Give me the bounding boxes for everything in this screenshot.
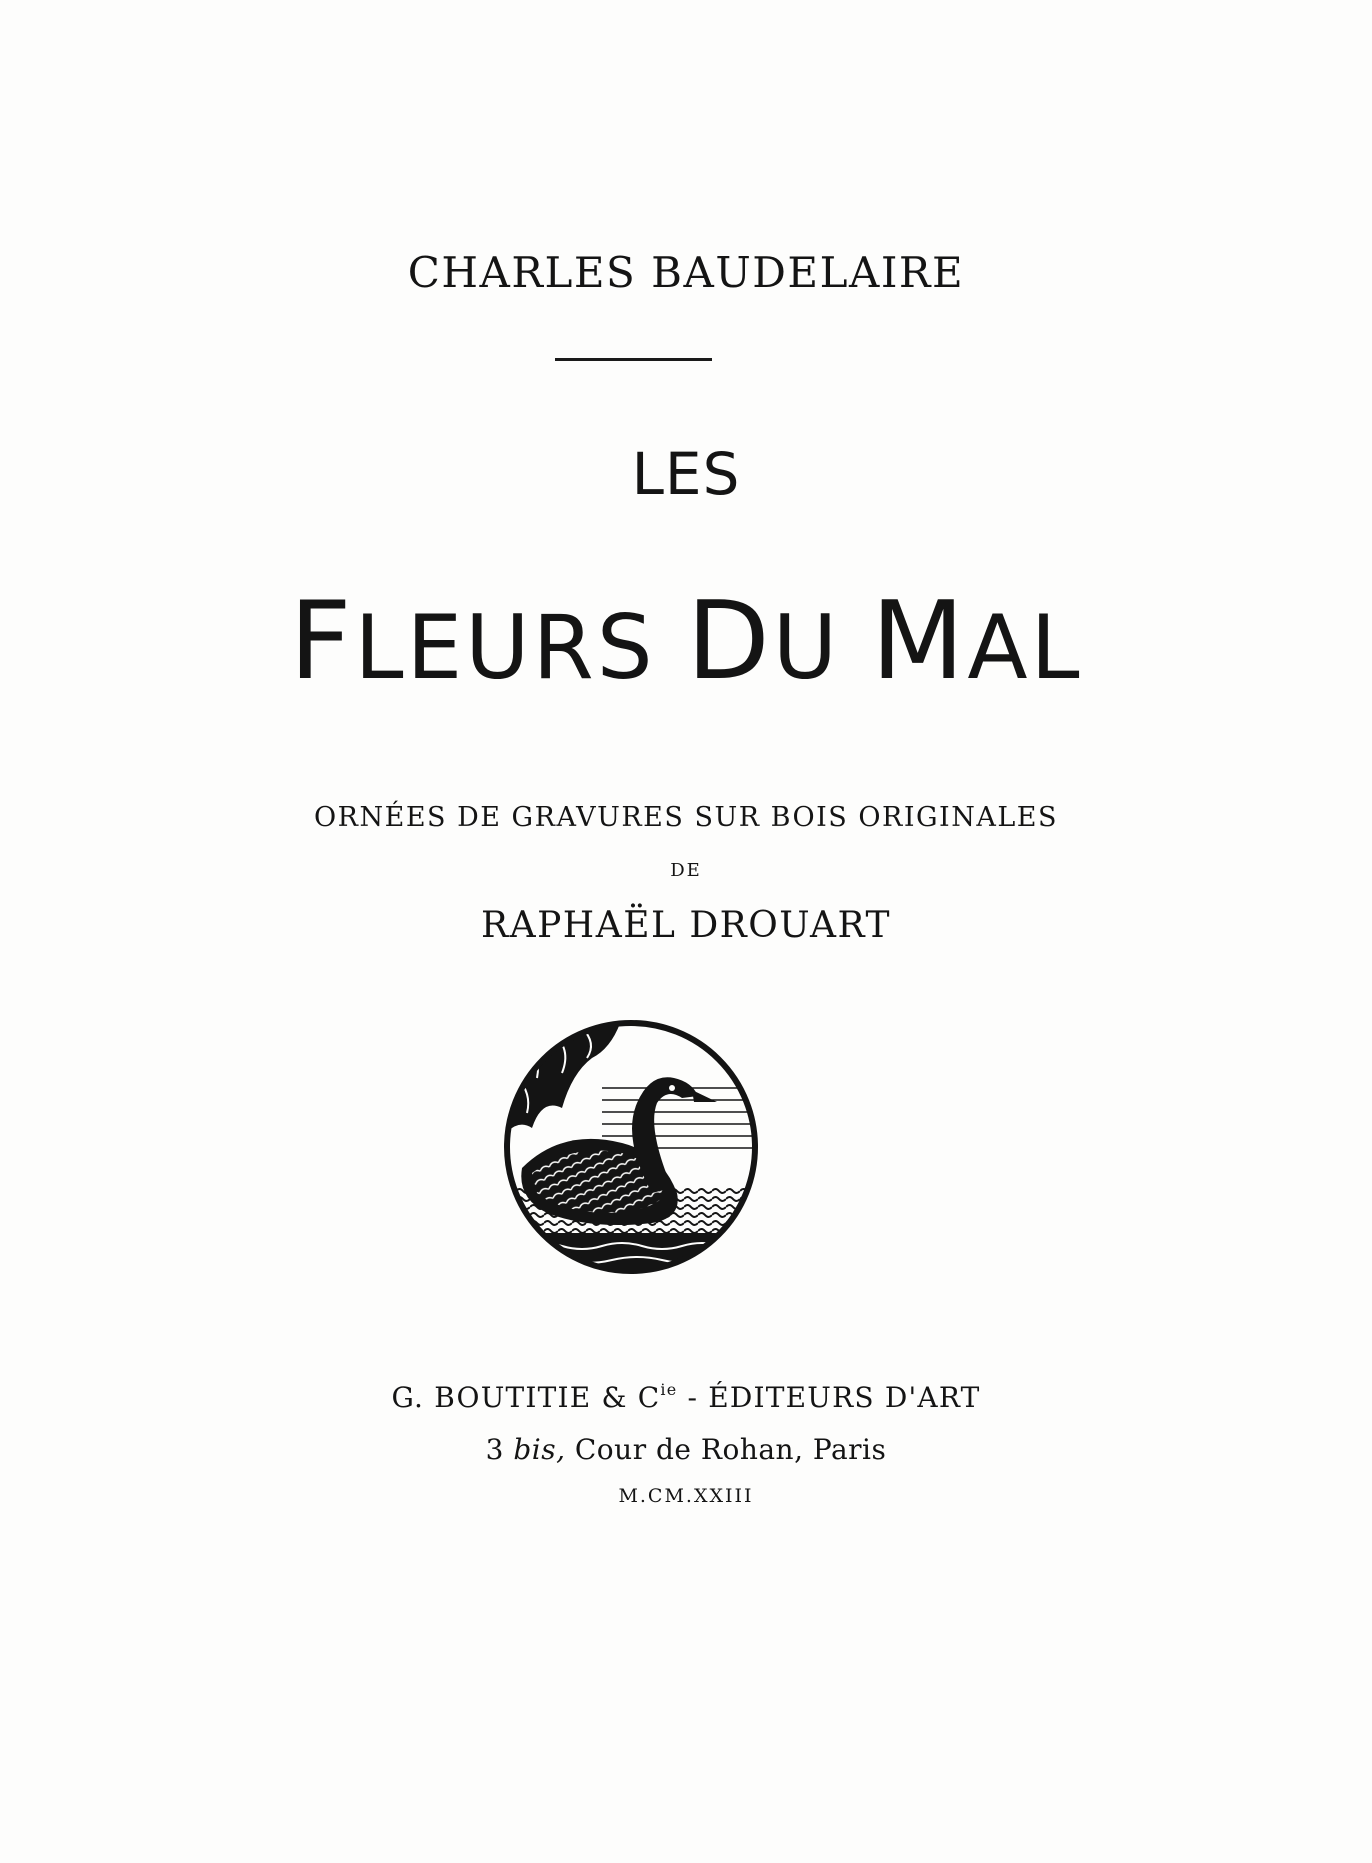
title-word-initial: F bbox=[289, 579, 355, 704]
illustrator-name: RAPHAËL DROUART bbox=[480, 905, 892, 946]
book-title bbox=[0, 579, 1372, 704]
divider-rule bbox=[555, 358, 712, 361]
publisher-name bbox=[0, 1382, 1372, 1412]
publisher-name-superscript: ie bbox=[660, 1380, 678, 1399]
publisher-name-part2: - ÉDITEURS D'ART bbox=[677, 1381, 981, 1414]
address-street: Cour de Rohan, Paris bbox=[565, 1433, 887, 1466]
title-article: LES bbox=[631, 440, 741, 508]
address-number: 3 bbox=[485, 1433, 514, 1466]
connector-de: DE bbox=[670, 860, 702, 881]
book-title-text: FLEURS DU MAL bbox=[289, 579, 1083, 704]
author-name: CHARLES BAUDELAIRE bbox=[407, 248, 965, 297]
publisher-address bbox=[0, 1433, 1372, 1466]
swan-woodcut-icon bbox=[502, 1018, 760, 1276]
title-word-initial: M bbox=[871, 579, 968, 704]
address-bis: bis, bbox=[513, 1433, 566, 1466]
publisher-name-part1: G. BOUTITIE & C bbox=[391, 1381, 661, 1414]
title-word-initial: D bbox=[686, 579, 773, 704]
subtitle: ORNÉES DE GRAVURES SUR BOIS ORIGINALES bbox=[314, 802, 1058, 833]
publication-date: M.CM.XXIII bbox=[618, 1485, 754, 1507]
